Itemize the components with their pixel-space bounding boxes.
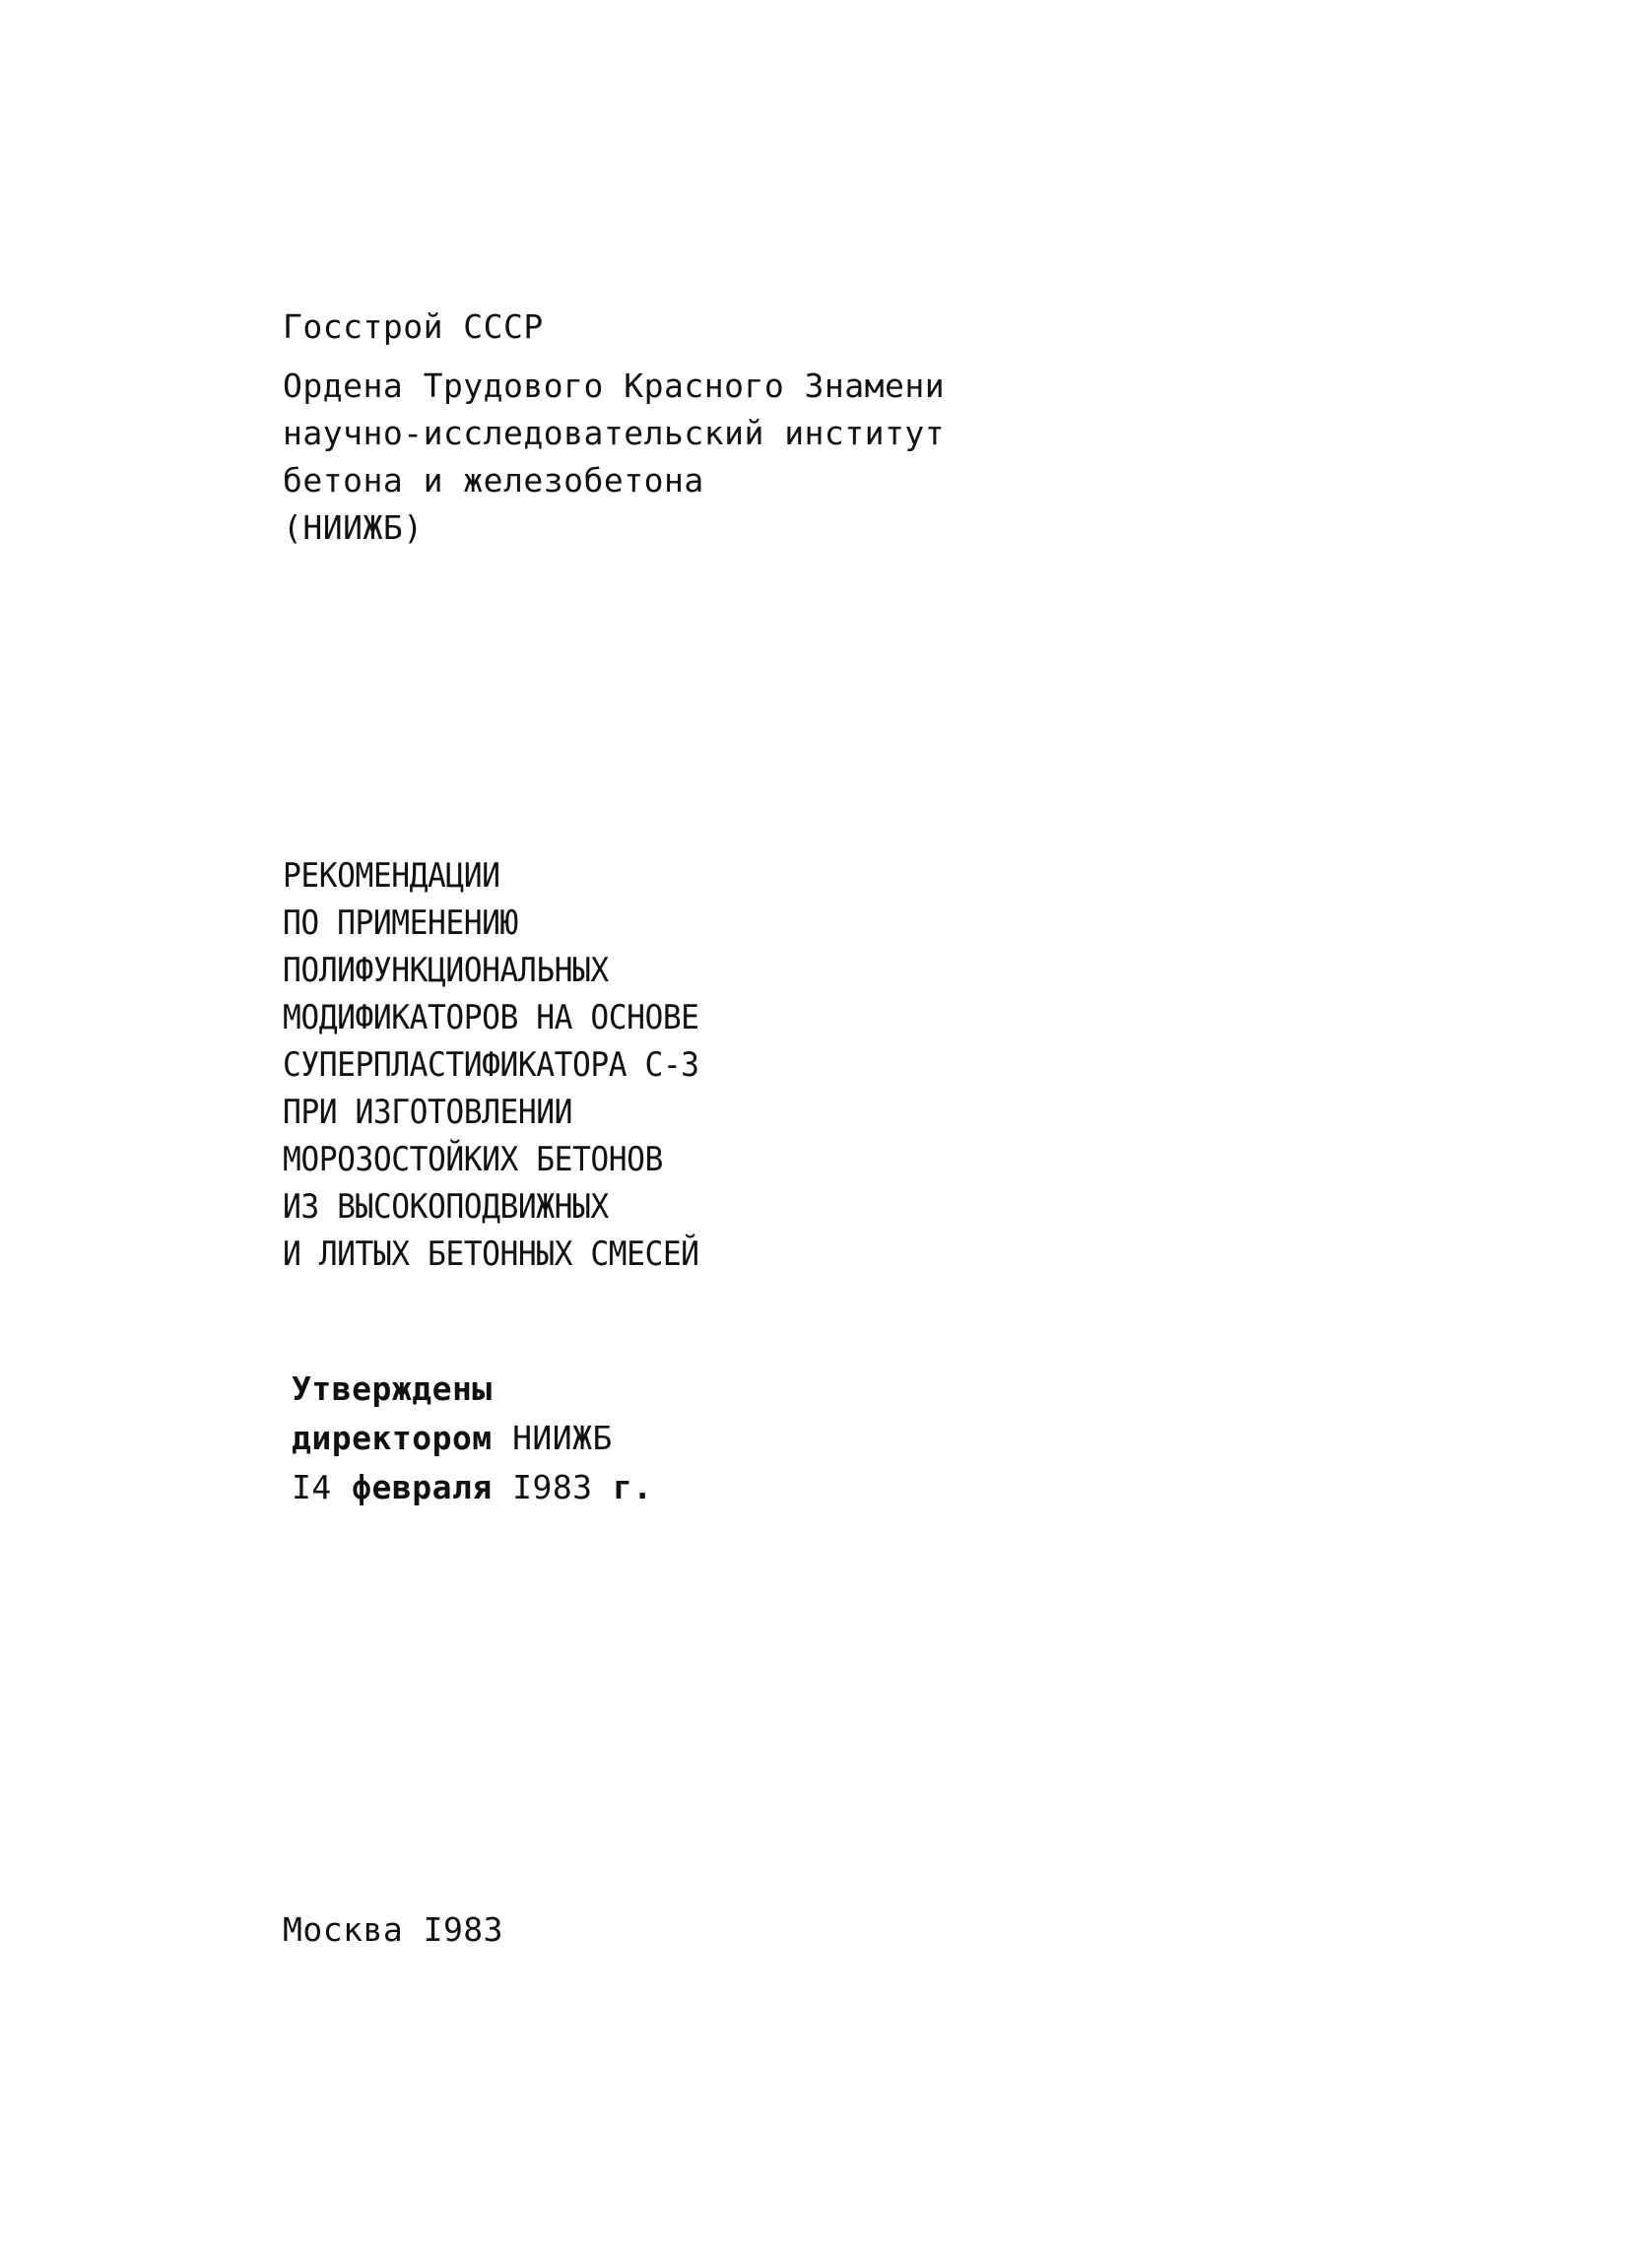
document-title bbox=[283, 852, 735, 1278]
approval-director-word: директором bbox=[292, 1419, 493, 1457]
approval-line-approved: Утверждены bbox=[292, 1369, 493, 1408]
approval-institute: НИИЖБ bbox=[512, 1419, 613, 1457]
approval-date-month: февраля bbox=[352, 1468, 493, 1506]
title-line-8: ИЗ ВЫСОКОПОДВИЖНЫХ bbox=[283, 1187, 609, 1227]
institute-line-2: научно-исследовательский институт bbox=[283, 414, 946, 452]
approval-block bbox=[292, 1365, 653, 1512]
title-line-5: СУПЕРПЛАСТИФИКАТОРА С-3 bbox=[283, 1045, 699, 1085]
publication-city-year: Москва I983 bbox=[283, 1910, 504, 1949]
footer-block bbox=[283, 1906, 503, 1954]
title-line-6: ПРИ ИЗГОТОВЛЕНИИ bbox=[283, 1093, 572, 1132]
approval-line-date bbox=[292, 1463, 653, 1512]
institute-line-1: Ордена Трудового Красного Знамени bbox=[283, 367, 946, 405]
title-line-9: И ЛИТЫХ БЕТОННЫХ СМЕСЕЙ bbox=[283, 1234, 699, 1274]
title-line-7: МОРОЗОСТОЙКИХ БЕТОНОВ bbox=[283, 1140, 663, 1179]
institute-line-3: бетона и железобетона bbox=[283, 461, 704, 500]
approval-date-day: I4 bbox=[292, 1468, 332, 1506]
agency-name: Госстрой СССР bbox=[283, 307, 544, 346]
title-line-3: ПОЛИФУНКЦИОНАЛЬНЫХ bbox=[283, 951, 609, 990]
title-line-2: ПО ПРИМЕНЕНИЮ bbox=[283, 903, 518, 943]
header-block bbox=[283, 303, 945, 552]
approval-date-year: I983 bbox=[512, 1468, 593, 1506]
title-line-4: МОДИФИКАТОРОВ НА ОСНОВЕ bbox=[283, 998, 699, 1037]
title-line-1: РЕКОМЕНДАЦИИ bbox=[283, 856, 500, 896]
approval-line-director bbox=[292, 1414, 653, 1463]
approval-date-suffix: г. bbox=[612, 1468, 653, 1506]
institute-abbreviation: (НИИЖБ) bbox=[283, 508, 424, 547]
